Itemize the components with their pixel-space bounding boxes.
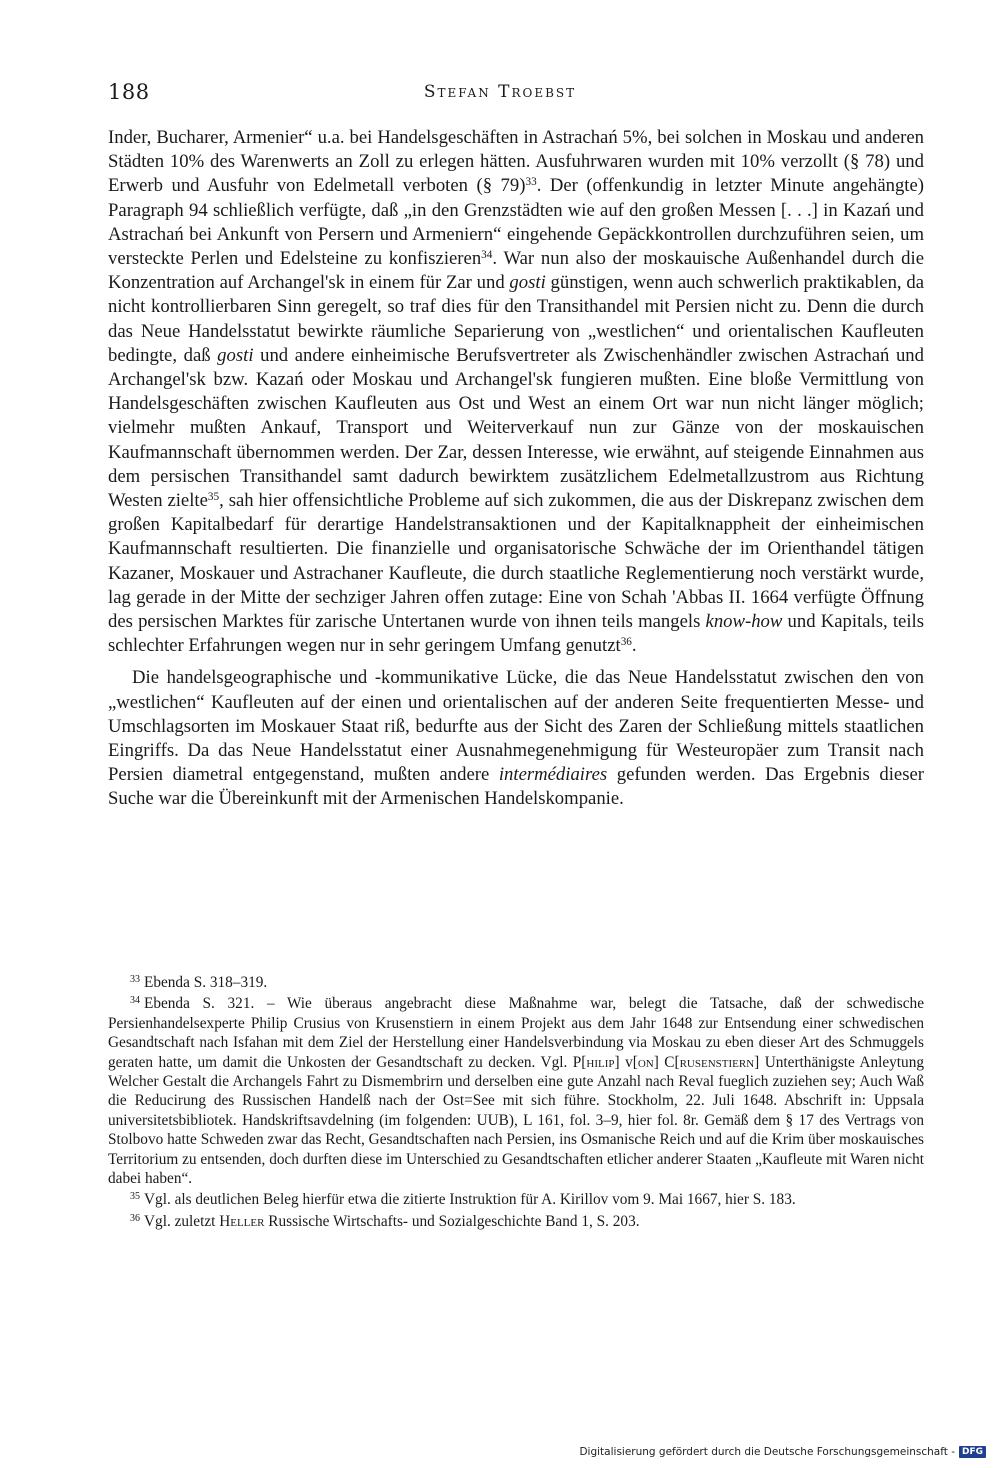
text-run: .: [631, 635, 637, 657]
text-run: und Kapitals, teils schlechter Erfahrungen wegen nur in sehr geringem Umfang genutzt: [108, 611, 924, 657]
footnote-number: 35: [130, 1191, 140, 1203]
small-caps-text: [hilip]: [581, 1053, 620, 1071]
footnote-text: Unterthänigste Anleytung Welcher Gestalt die Archangels Fahrt zu Dismembrirn und derselben eine gute Anzahl nach Reval fueglich zuziehen sey; Auch Waß die Reducirung des Russischen Handelß nach der Ost=See mit sich führe. Stockholm, 22. Juli 1648. Abschrift in: Uppsala universitetsbibliotek. Handskriftsavdelning (im folgenden: UUB), L 161, fol. 3–9, hier fol. 8r. Gemäß dem § 17 des Vertrags von Stolbovo hatte Schweden zwar das Recht, Gesandtschaften nach Persien, ins Osmanische Reich und auf die Krim über moskauisches Territorium zu entsenden, doch durften diese im Unterschied zu Gesandtschaften etlicher anderer Staaten „Kaufleute mit Waren nicht dabei haben“.: [108, 1053, 924, 1188]
footnote-text: v: [619, 1053, 633, 1071]
footnote-text: Vgl. als deutlichen Beleg hierfür etwa die zitierte Instruktion für A. Kirillov vom 9. Mai 1667, hier S. 183.: [144, 1191, 796, 1209]
main-text: [108, 126, 924, 812]
footnote-ref[interactable]: 34: [481, 249, 493, 262]
dfg-logo-icon: DFG: [959, 1446, 986, 1458]
footnote-ref[interactable]: 35: [207, 491, 220, 504]
footnote-36: [108, 1212, 924, 1231]
footnote-33: [108, 973, 924, 992]
text-run: Inder, Bucharer, Armenier“ u.a. bei Handelsgeschäften in Astrachań 5%, bei solchen in Moskau und anderen Städten 10% des Warenwerts an Zoll zu erlegen hätten. Ausfuhrwaren wurden mit 10% verzollt (§ 78) und Erwerb und Ausfuhr von Edelmetall verboten (§ 79): [108, 127, 924, 197]
footnote-35: [108, 1190, 924, 1209]
footnote-text: Vgl. zuletzt: [144, 1212, 220, 1230]
footnote-text: Ebenda S. 318–319.: [144, 974, 268, 991]
small-caps-text: Heller: [219, 1212, 265, 1230]
footnotes: [108, 973, 924, 1233]
running-head: Stefan Troebst: [423, 82, 577, 102]
page-number: 188: [108, 80, 150, 104]
footnote-number: 33: [130, 974, 140, 985]
text-run: und andere einheimische Berufsvertreter als Zwischenhändler zwischen Astrachań und Archangel'sk bzw. Kazań oder Moskau und Archangel'sk fungieren mußten. Eine bloße Vermittlung von Handelsgeschäften zwischen Kaufleuten aus Ost und West an einem Ort war nun nicht länger möglich; vielmehr mußten Ankauf, Transport und Weiterverkauf nun zur Gänze von der moskauischen Kaufmannschaft übernommen werden. Der Zar, dessen Interesse, wie erwähnt, auf steigende Einnahmen aus dem persischen Transithandel samt dadurch bewirktem zusätzlichem Edelmetallzustrom aus Richtung Westen zielte: [108, 344, 924, 512]
footnote-ref[interactable]: 36: [620, 636, 632, 649]
paragraph-2: [108, 666, 924, 811]
small-caps-text: [on]: [632, 1053, 659, 1071]
footnote-number: 36: [130, 1212, 140, 1224]
footnote-text: C: [658, 1053, 675, 1071]
footnote-number: 34: [130, 995, 140, 1007]
italic-term: intermédiaires: [498, 764, 608, 786]
credit-text: Digitalisierung gefördert durch die Deutsche Forschungsgemeinschaft -: [579, 1446, 955, 1458]
text-run: gefunden werden. Das Ergebnis dieser Suche war die Übereinkunft mit der Armenischen Handelskompanie.: [108, 764, 924, 810]
italic-term: know-how: [705, 611, 783, 633]
footnote-34: [108, 994, 924, 1188]
footnote-ref[interactable]: 33: [525, 176, 537, 189]
text-run: . War nun also der moskauische Außenhandel durch die Konzentration auf Archangel'sk in einem für Zar und: [108, 248, 924, 294]
text-run: . Der (offenkundig in letzter Minute angehängte) Paragraph 94 schließlich verfügte, daß „in den Grenzstädten wie auf den großen Messen [. . .] in Kazań und Astrachań bei Ankunft von Persern und Armeniern“ eingehende Gepäckkontrollen durchzuführen seien, um versteckte Perlen und Edelsteine zu konfiszieren: [108, 175, 925, 270]
italic-term: gosti: [509, 272, 546, 294]
footnote-text: Ebenda S. 321. – Wie überaus angebracht diese Maßnahme war, belegt die Tatsache, daß der schwedische Persienhandelsexperte Philip Crusius von Krusenstiern in einem Projekt aus dem Jahr 1648 zur Entsendung einer schwedischen Gesandtschaft nach Isfahan mit dem Ziel der Herstellung einer Handelsverbindung via Moskau zu eben dieser Art des Schmuggels geraten hatte, um damit die Unkosten der Gesandtschaft zu decken. Vgl. P: [108, 995, 924, 1071]
text-run: günstigen, wenn auch schwerlich praktikablen, da nicht kontrollierbaren Sinn geregelt, so traf dies für den Transithandel mit Persien nicht zu. Denn die durch das Neue Handelsstatut bewirkte räumliche Separierung von „westlichen“ und orientalischen Kaufleuten bedingte, daß: [108, 272, 924, 366]
digitization-credit: [579, 1446, 986, 1458]
paragraph-1: [108, 126, 924, 658]
text-run: Die handelsgeographische und -kommunikative Lücke, die das Neue Handelsstatut zwischen den von „westlichen“ Kaufleuten auf der einen und orientalischen auf der anderen Seite frequentierten Messe- und Umschlagsorten im Moskauer Staat riß, bedurfte aus der Sicht des Zaren der Schließung mittels staatlichen Eingriffs. Da das Neue Handelsstatut einer Ausnahmegenehmigung für Westeuropäer zum Transit nach Persien diametral entgegenstand, mußten andere: [108, 667, 924, 786]
footnote-text: Russische Wirtschafts- und Sozialgeschichte Band 1, S. 203.: [264, 1212, 640, 1230]
italic-term: gosti: [217, 344, 254, 366]
small-caps-text: [rusenstiern]: [674, 1053, 760, 1071]
text-run: , sah hier offensichtliche Probleme auf sich zukommen, die aus der Diskrepanz zwischen dem großen Kapitalbedarf für derartige Handelstransaktionen und der Kapitalknappheit der einheimischen Kaufmannschaft resultierten. Die finanzielle und organisatorische Schwäche der im Orienthandel tätigen Kazaner, Moskauer und Astrachaner Kaufleute, die durch staatliche Reglementierung noch verstärkt wurde, lag gerade in der Mitte der sechziger Jahren offen zutage: Eine von Schah 'Abbas II. 1664 verfügte Öffnung des persischen Marktes für zarische Untertanen wurde von ihnen teils mangels: [108, 490, 924, 633]
